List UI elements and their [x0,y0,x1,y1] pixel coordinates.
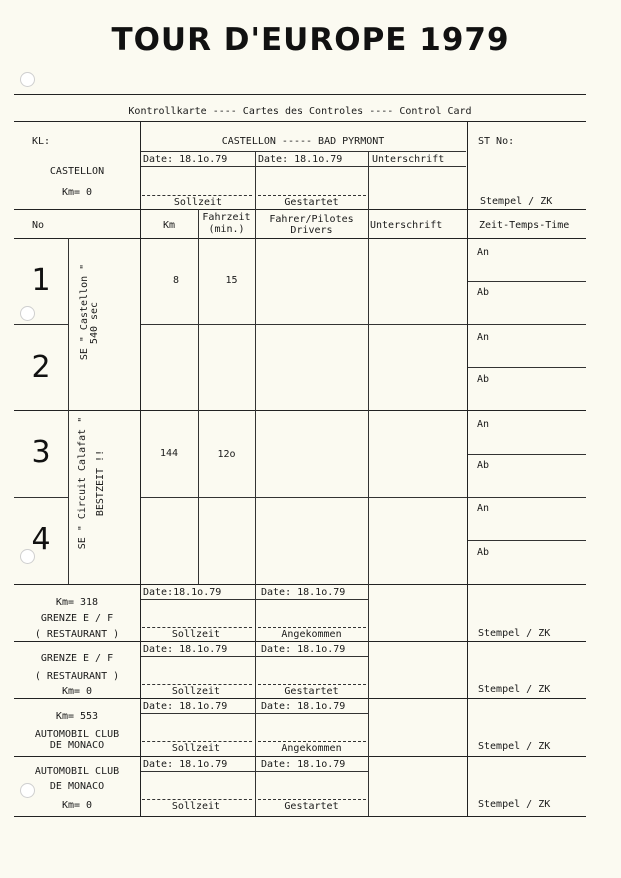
control-3-date-left: Date: 18.1o.79 [143,701,228,712]
table-bottom-border [14,816,586,817]
stage-group-a-duration: 540 sec [89,301,100,345]
col-fahrzeit-unit: (min.) [208,224,245,235]
stage-number-2: 2 [31,350,51,385]
control-2-line3: Km= 0 [61,686,93,697]
start-date-divider [140,166,466,167]
start-place: CASTELLON [49,166,105,177]
start-date-right: Date: 18.1o.79 [258,154,343,165]
card-subtitle: Kontrollkarte ---- Cartes des Controles ---- Control Card [128,106,472,117]
start-stempel: Stempel / ZK [480,196,553,207]
dashed-line [142,627,252,628]
control-2-sollzeit: Sollzeit [171,686,221,697]
control-2-line1: GRENZE E / F [40,653,114,664]
date-divider [140,656,368,657]
col-line [368,584,369,816]
an-label: An [477,247,490,258]
control-1-date-left: Date:18.1o.79 [143,587,222,598]
control-3-line1: Km= 553 [55,711,99,722]
col-line [255,151,256,209]
col-no: No [32,220,45,231]
control-4-gestartet: Gestartet [284,801,339,812]
control-2-date-left: Date: 18.1o.79 [143,644,228,655]
stage1-km: 8 [172,275,180,286]
row-divider [140,497,586,498]
control-4-stempel: Stempel / ZK [478,799,551,810]
col-unterschrift: Unterschrift [370,220,443,231]
punch-hole [20,306,35,321]
dashed-line [258,627,366,628]
control-3-line3: DE MONACO [49,740,105,751]
start-gestartet: Gestartet [284,197,339,208]
stage-group-b-note: BESTZEIT !! [95,449,106,517]
control-divider [14,756,586,757]
col-drivers: Drivers [290,225,333,236]
col-km: Km [162,220,176,231]
col-line [368,151,369,209]
control-4-sollzeit: Sollzeit [171,801,221,812]
st-no-label: ST No: [478,136,515,147]
stage-number-4: 4 [31,522,51,557]
dashed-line [258,741,366,742]
dashed-line [258,195,366,196]
an-label: An [477,419,490,430]
kl-label: KL: [32,136,51,147]
dashed-line [142,195,252,196]
control-2-line2: ( RESTAURANT ) [34,671,120,682]
control-1-line2: GRENZE E / F [40,613,114,624]
control-divider [14,641,586,642]
an-label: An [477,332,490,343]
row-divider [140,324,586,325]
control-4-line2: DE MONACO [49,781,105,792]
col-line [198,209,199,584]
stage-number-1: 1 [31,263,51,298]
control-4-line1: AUTOMOBIL CLUB [34,766,120,777]
control-1-line1: Km= 318 [55,597,99,608]
stage3-fahrzeit: 12o [217,449,236,460]
col-line [255,209,256,584]
dashed-line [142,799,252,800]
control-1-sollzeit: Sollzeit [171,629,221,640]
top-rule [14,94,586,95]
group-divider [14,410,586,411]
control-2-gestartet: Gestartet [284,686,339,697]
control-1-stempel: Stempel / ZK [478,628,551,639]
col-line [467,121,468,817]
row-divider [14,497,68,498]
start-sollzeit: Sollzeit [173,197,223,208]
date-divider [140,771,368,772]
page-title: TOUR D'EUROPE 1979 [111,22,510,58]
dashed-line [142,741,252,742]
an-ab-divider [467,540,586,541]
control-2-date-right: Date: 18.1o.79 [261,644,346,655]
control-4-date-left: Date: 18.1o.79 [143,759,228,770]
an-ab-divider [467,454,586,455]
an-label: An [477,503,490,514]
control-1-date-right: Date: 18.1o.79 [261,587,346,598]
start-km: Km= 0 [61,187,93,198]
ab-label: Ab [477,287,490,298]
col-fahrer: Fahrer/Pilotes [269,214,354,225]
control-1-line3: ( RESTAURANT ) [34,629,120,640]
an-ab-divider [467,281,586,282]
control-3-date-right: Date: 18.1o.79 [261,701,346,712]
an-ab-divider [467,367,586,368]
stage-group-a-name: SE " Castellon " [79,263,90,361]
col-line [368,209,369,584]
col-line [140,584,141,816]
column-header-border [14,238,586,239]
dashed-line [258,684,366,685]
stage1-fahrzeit: 15 [225,275,238,286]
ab-label: Ab [477,547,490,558]
control-3-sollzeit: Sollzeit [171,743,221,754]
start-unterschrift: Unterschrift [372,154,445,165]
header-divider [140,151,466,152]
date-divider [140,599,368,600]
row-divider [14,324,68,325]
dashed-line [142,684,252,685]
stage-group-b-name: SE " Circuit Calafat " [77,416,88,550]
col-line [140,121,141,584]
control-1-angekommen: Angekommen [281,629,342,640]
col-zeit: Zeit-Temps-Time [479,220,570,231]
stages-bottom-border [14,584,586,585]
route-label: CASTELLON ----- BAD PYRMONT [221,136,385,147]
control-3-line2: AUTOMOBIL CLUB [34,729,120,740]
control-divider [14,698,586,699]
header-bottom-border [14,209,586,210]
col-fahrzeit: Fahrzeit [202,212,251,223]
date-divider [140,713,368,714]
dashed-line [258,799,366,800]
punch-hole [20,72,35,87]
col-line [68,238,69,584]
start-date-left: Date: 18.1o.79 [143,154,228,165]
table-top-border [14,121,586,122]
ab-label: Ab [477,374,490,385]
col-line [255,584,256,816]
control-4-line3: Km= 0 [61,800,93,811]
control-3-stempel: Stempel / ZK [478,741,551,752]
ab-label: Ab [477,460,490,471]
control-2-stempel: Stempel / ZK [478,684,551,695]
control-3-angekommen: Angekommen [281,743,342,754]
stage3-km: 144 [159,448,179,459]
stage-number-3: 3 [31,435,51,470]
control-4-date-right: Date: 18.1o.79 [261,759,346,770]
